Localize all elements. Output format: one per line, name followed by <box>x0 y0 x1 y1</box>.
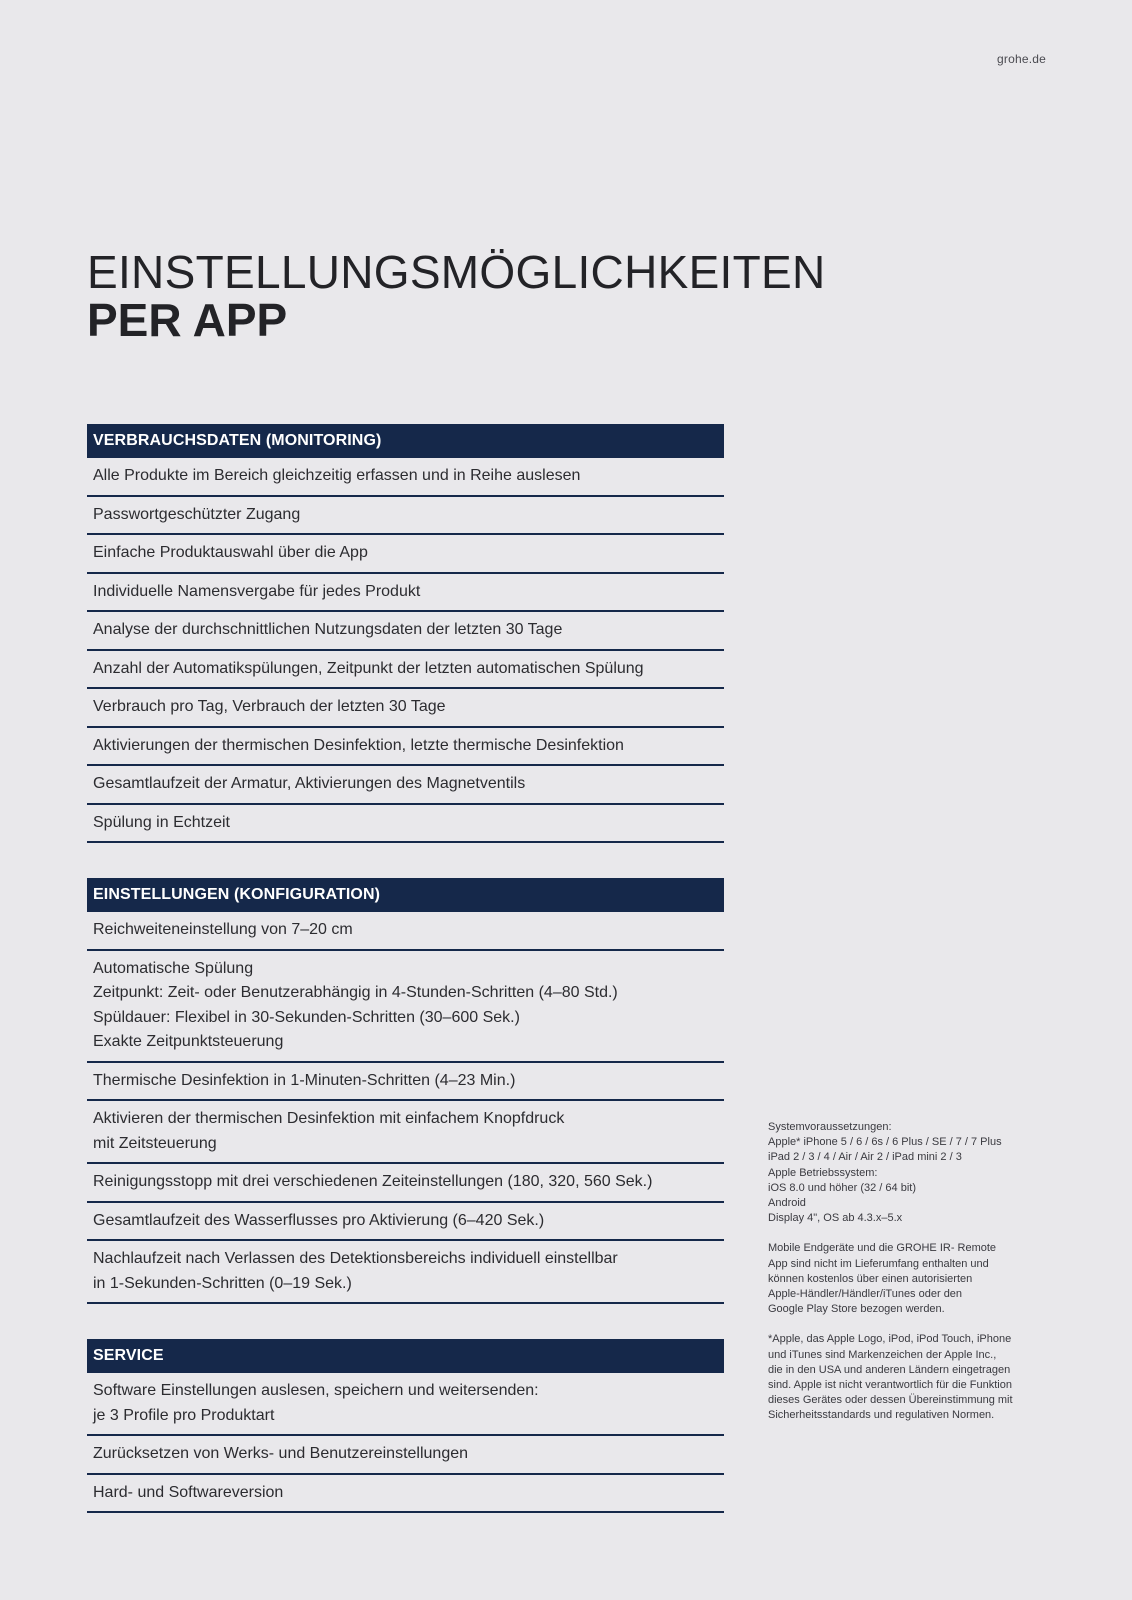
row-text: Gesamtlaufzeit der Armatur, Aktivierungen des Magnetventils <box>93 775 526 792</box>
row-text: Spülung in Echtzeit <box>93 813 230 831</box>
note-line: App sind nicht im Lieferumfang enthalten und <box>768 1257 989 1270</box>
row-text: in 1-Sekunden-Schritten (0–19 Sek.) <box>93 1274 352 1292</box>
table-row <box>87 728 724 767</box>
note-line: dieses Gerätes oder dessen Übereinstimmung mit <box>768 1394 1013 1407</box>
table-row <box>87 1373 724 1436</box>
row-text: Hard- und Softwareversion <box>93 1483 284 1501</box>
row-text: Aktivieren der thermischen Desinfektion mit einfachem Knopfdruck <box>93 1110 565 1127</box>
note-line: Mobile Endgeräte und die GROHE IR- Remote <box>768 1242 997 1255</box>
page-title-line1: EINSTELLUNGSMÖGLICHKEITEN <box>87 246 826 298</box>
settings-tables <box>87 424 724 1548</box>
section-heading: VERBRAUCHSDATEN (MONITORING) <box>87 424 724 458</box>
note-line: Google Play Store bezogen werden. <box>768 1303 945 1316</box>
note-line: sind. Apple ist nicht verantwortlich für die Funktion <box>768 1379 1012 1392</box>
table-row <box>87 951 724 1063</box>
row-text: Thermische Desinfektion in 1-Minuten-Schritten (4–23 Min.) <box>93 1071 516 1089</box>
table-row <box>87 766 724 805</box>
table-row <box>87 912 724 951</box>
page-title <box>87 248 826 344</box>
row-text: Anzahl der Automatikspülungen, Zeitpunkt der letzten automatischen Spülung <box>93 659 644 677</box>
table-row <box>87 1063 724 1102</box>
note-line: *Apple, das Apple Logo, iPod, iPod Touch, iPhone <box>768 1333 1012 1346</box>
table-row <box>87 612 724 651</box>
section-heading: EINSTELLUNGEN (KONFIGURATION) <box>87 878 724 912</box>
row-text: Aktivierungen der thermischen Desinfektion, letzte thermische Desinfektion <box>93 736 624 754</box>
page-title-line2: PER APP <box>87 294 288 346</box>
row-text: Reinigungsstopp mit drei verschiedenen Zeiteinstellungen (180, 320, 560 Sek.) <box>93 1173 653 1190</box>
note-line: können kostenlos über einen autorisierten <box>768 1272 973 1285</box>
table-row <box>87 1475 724 1514</box>
row-text: mit Zeitsteuerung <box>93 1134 217 1152</box>
table-row <box>87 1101 724 1164</box>
table-row <box>87 458 724 497</box>
note-line: Apple* iPhone 5 / 6 / 6s / 6 Plus / SE / 7 / 7 Plus <box>768 1136 1002 1149</box>
row-text: Software Einstellungen auslesen, speichern und weitersenden: <box>93 1382 539 1399</box>
table-row <box>87 535 724 574</box>
devices-note-paragraph <box>768 1241 1058 1317</box>
row-text: Passwortgeschützter Zugang <box>93 505 301 523</box>
trademark-note-paragraph <box>768 1332 1058 1423</box>
note-line: iPad 2 / 3 / 4 / Air / Air 2 / iPad mini 2 / 3 <box>768 1151 962 1164</box>
note-line: die in den USA und anderen Ländern eingetragen <box>768 1363 1011 1376</box>
row-text: Automatische Spülung <box>93 959 254 977</box>
table-row <box>87 689 724 728</box>
system-requirements-note <box>768 1120 1058 1439</box>
row-text: Zeitpunkt: Zeit- oder Benutzerabhängig in 4-Stunden-Schritten (4–80 Std.) <box>93 984 618 1001</box>
row-text: Spüldauer: Flexibel in 30-Sekunden-Schritten (30–600 Sek.) <box>93 1008 520 1026</box>
row-text: Zurücksetzen von Werks- und Benutzereinstellungen <box>93 1445 469 1462</box>
note-line: Apple Betriebssystem: <box>768 1166 878 1179</box>
table-row <box>87 497 724 536</box>
note-line: Display 4", OS ab 4.3.x–5.x <box>768 1212 903 1225</box>
table-row <box>87 651 724 690</box>
row-text: Verbrauch pro Tag, Verbrauch der letzten 30 Tage <box>93 698 446 715</box>
section-configuration <box>87 878 724 1304</box>
row-text: Gesamtlaufzeit des Wasserflusses pro Aktivierung (6–420 Sek.) <box>93 1211 545 1229</box>
table-row <box>87 1436 724 1475</box>
row-text: Individuelle Namensvergabe für jedes Produkt <box>93 582 421 600</box>
note-line: Systemvoraussetzungen: <box>768 1121 892 1133</box>
table-row <box>87 1164 724 1203</box>
row-text: Nachlaufzeit nach Verlassen des Detektionsbereichs individuell einstellbar <box>93 1250 618 1267</box>
note-line: Sicherheitsstandards und regulativen Normen. <box>768 1409 995 1422</box>
table-row <box>87 574 724 613</box>
system-requirements-paragraph <box>768 1120 1058 1226</box>
table-row <box>87 1203 724 1242</box>
section-heading: SERVICE <box>87 1339 724 1373</box>
row-text: Reichweiteneinstellung von 7–20 cm <box>93 921 353 938</box>
section-monitoring <box>87 424 724 843</box>
note-line: Android <box>768 1197 806 1210</box>
table-row <box>87 805 724 844</box>
note-line: iOS 8.0 und höher (32 / 64 bit) <box>768 1181 916 1194</box>
row-text: je 3 Profile pro Produktart <box>93 1406 275 1424</box>
table-row <box>87 1241 724 1304</box>
note-line: und iTunes sind Markenzeichen der Apple Inc., <box>768 1348 997 1361</box>
row-text: Analyse der durchschnittlichen Nutzungsdaten der letzten 30 Tage <box>93 621 563 638</box>
note-line: Apple-Händler/Händler/iTunes oder den <box>768 1288 963 1301</box>
row-text: Exakte Zeitpunktsteuerung <box>93 1033 284 1050</box>
row-text: Einfache Produktauswahl über die App <box>93 544 368 561</box>
row-text: Alle Produkte im Bereich gleichzeitig erfassen und in Reihe auslesen <box>93 467 581 484</box>
section-service <box>87 1339 724 1513</box>
site-url: grohe.de <box>997 52 1046 66</box>
